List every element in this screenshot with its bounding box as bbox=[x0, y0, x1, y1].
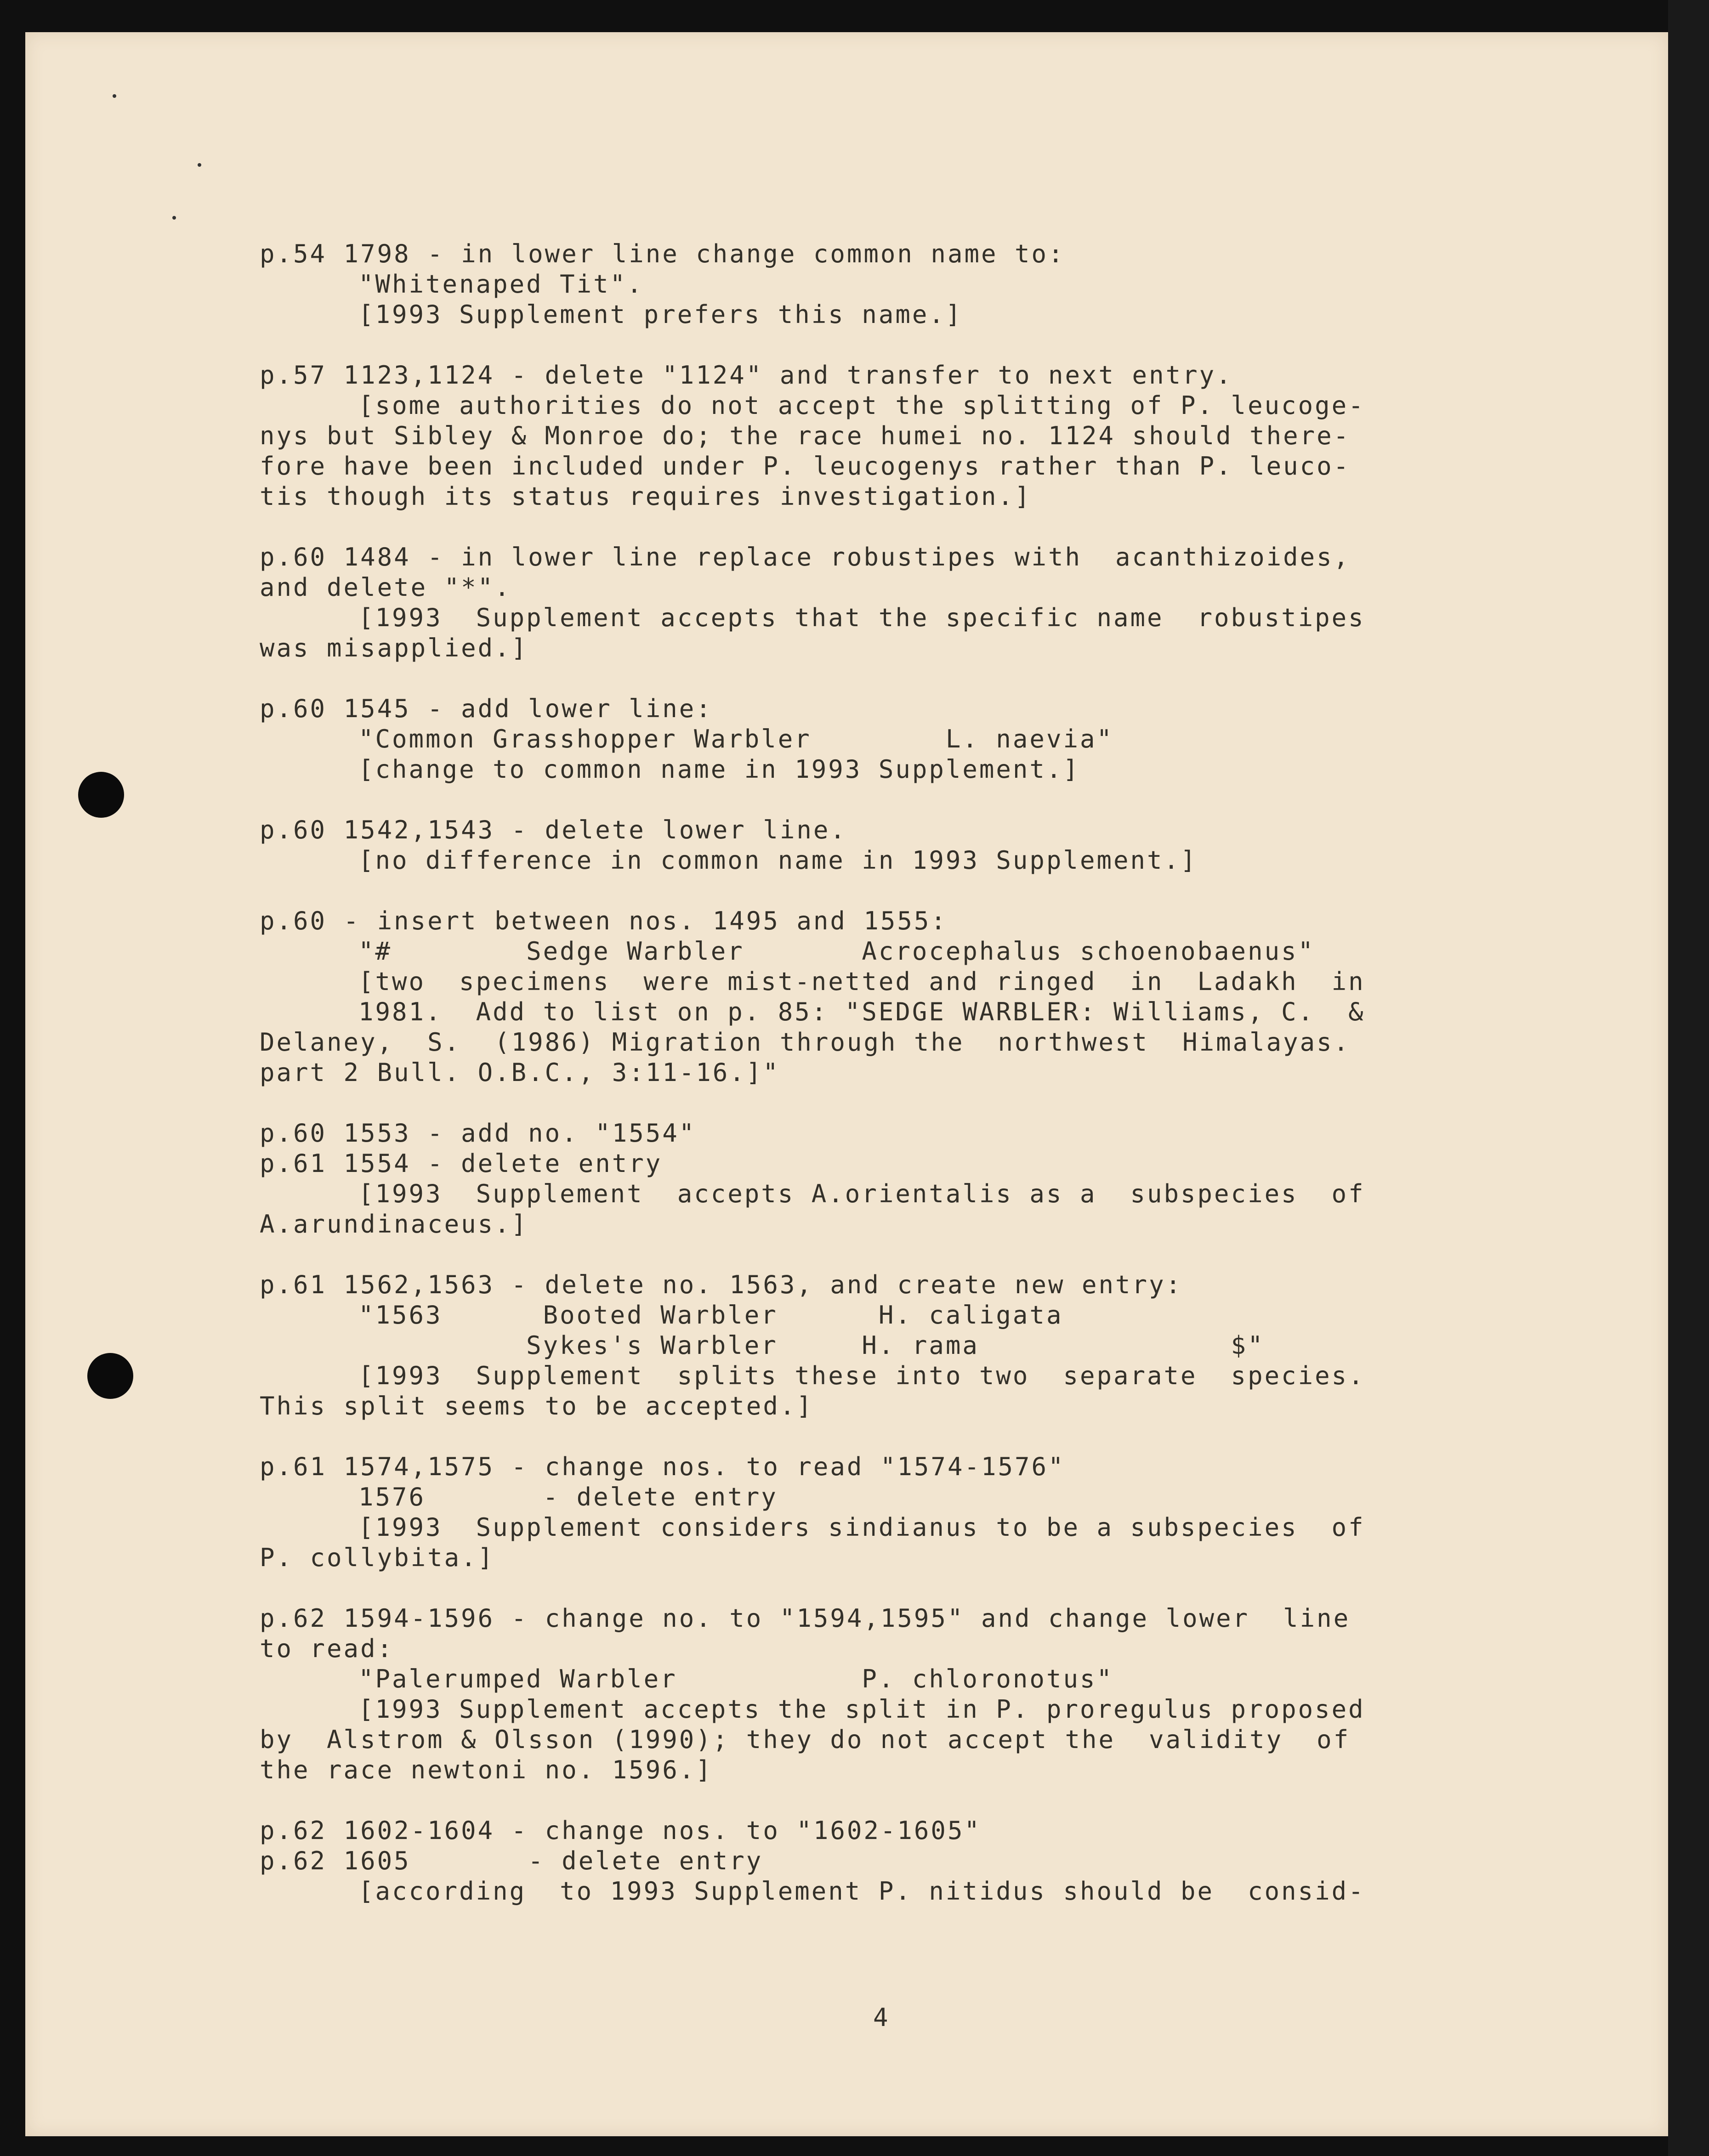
text-line: p.61 1562,1563 - delete no. 1563, and create new entry: bbox=[260, 1270, 1183, 1299]
text-line: Delaney, S. (1986) Migration through the northwest Himalayas. bbox=[260, 1028, 1351, 1057]
text-line: p.60 - insert between nos. 1495 and 1555: bbox=[260, 906, 948, 935]
text-line: to read: bbox=[260, 1634, 394, 1663]
correction-entry bbox=[260, 1452, 1482, 1573]
text-line: fore have been included under P. leucogenys rather than P. leuco- bbox=[260, 452, 1351, 481]
text-line: p.62 1594-1596 - change no. to "1594,1595" and change lower line bbox=[260, 1604, 1351, 1633]
correction-entry bbox=[260, 906, 1482, 1088]
text-line: was misapplied.] bbox=[260, 634, 528, 662]
text-line: p.61 1574,1575 - change nos. to read "1574-1576" bbox=[260, 1452, 1065, 1481]
text-line: p.54 1798 - in lower line change common name to: bbox=[260, 239, 1065, 268]
page-number: 4 bbox=[873, 2003, 888, 2032]
text-line: p.62 1602-1604 - change nos. to "1602-1605" bbox=[260, 1816, 981, 1845]
text-line: part 2 Bull. O.B.C., 3:11-16.]" bbox=[260, 1058, 780, 1087]
text-line: A.arundinaceus.] bbox=[260, 1210, 528, 1239]
text-line: nys but Sibley & Monroe do; the race humei no. 1124 should there- bbox=[260, 421, 1351, 450]
text-line: 1981. Add to list on p. 85: "SEDGE WARBLER: Williams, C. & bbox=[358, 997, 1365, 1026]
paper-speck bbox=[113, 94, 116, 98]
correction-entry bbox=[260, 239, 1482, 330]
document-body bbox=[260, 239, 1482, 1937]
text-line: "Whitenaped Tit". bbox=[358, 270, 644, 299]
text-line: p.60 1542,1543 - delete lower line. bbox=[260, 815, 847, 844]
text-line: [no difference in common name in 1993 Supplement.] bbox=[358, 846, 1198, 875]
paper-speck bbox=[172, 216, 176, 220]
text-line: [change to common name in 1993 Supplement.] bbox=[358, 755, 1080, 784]
text-line: "1563 Booted Warbler H. caligata bbox=[358, 1301, 1063, 1330]
text-line: p.62 1605 - delete entry bbox=[260, 1846, 763, 1875]
text-line: and delete "*". bbox=[260, 573, 511, 602]
correction-entry bbox=[260, 360, 1482, 512]
text-line: p.57 1123,1124 - delete "1124" and transfer to next entry. bbox=[260, 361, 1233, 390]
correction-entry bbox=[260, 1816, 1482, 1907]
text-line: [1993 Supplement splits these into two separate species. bbox=[358, 1361, 1365, 1390]
correction-entry bbox=[260, 1603, 1482, 1785]
correction-entry bbox=[260, 542, 1482, 663]
correction-entry bbox=[260, 1270, 1482, 1421]
text-line: tis though its status requires investigation.] bbox=[260, 482, 1032, 511]
punch-hole bbox=[87, 1353, 133, 1399]
text-line: 1576 - delete entry bbox=[358, 1483, 778, 1511]
text-line: [two specimens were mist-netted and ringed in Ladakh in bbox=[358, 967, 1365, 996]
text-line: p.60 1545 - add lower line: bbox=[260, 694, 713, 723]
scan-border bbox=[1668, 0, 1709, 2156]
text-line: by Alstrom & Olsson (1990); they do not accept the validity of bbox=[260, 1725, 1351, 1754]
paper-speck bbox=[198, 163, 201, 167]
text-line: [1993 Supplement considers sindianus to be a subspecies of bbox=[358, 1513, 1365, 1542]
correction-entry bbox=[260, 694, 1482, 785]
text-line: P. collybita.] bbox=[260, 1543, 495, 1572]
text-line: p.60 1484 - in lower line replace robustipes with acanthizoides, bbox=[260, 543, 1351, 572]
text-line: p.61 1554 - delete entry bbox=[260, 1149, 663, 1178]
text-line: Sykes's Warbler H. rama $" bbox=[358, 1331, 1265, 1360]
text-line: [1993 Supplement accepts A.orientalis as a subspecies of bbox=[358, 1179, 1365, 1208]
text-line: the race newtoni no. 1596.] bbox=[260, 1755, 713, 1784]
text-line: [1993 Supplement accepts the split in P. proregulus proposed bbox=[358, 1695, 1365, 1724]
punch-hole bbox=[78, 772, 124, 818]
text-line: [1993 Supplement accepts that the specific name robustipes bbox=[358, 603, 1365, 632]
correction-entry bbox=[260, 815, 1482, 876]
text-line: This split seems to be accepted.] bbox=[260, 1392, 813, 1420]
text-line: [some authorities do not accept the splitting of P. leucoge- bbox=[358, 391, 1365, 420]
text-line: "# Sedge Warbler Acrocephalus schoenobaenus" bbox=[358, 937, 1315, 966]
text-line: "Palerumped Warbler P. chloronotus" bbox=[358, 1664, 1113, 1693]
text-line: [1993 Supplement prefers this name.] bbox=[358, 300, 963, 329]
text-line: "Common Grasshopper Warbler L. naevia" bbox=[358, 724, 1113, 753]
text-line: [according to 1993 Supplement P. nitidus should be consid- bbox=[358, 1877, 1365, 1906]
correction-entry bbox=[260, 1118, 1482, 1239]
text-line: p.60 1553 - add no. "1554" bbox=[260, 1119, 696, 1148]
